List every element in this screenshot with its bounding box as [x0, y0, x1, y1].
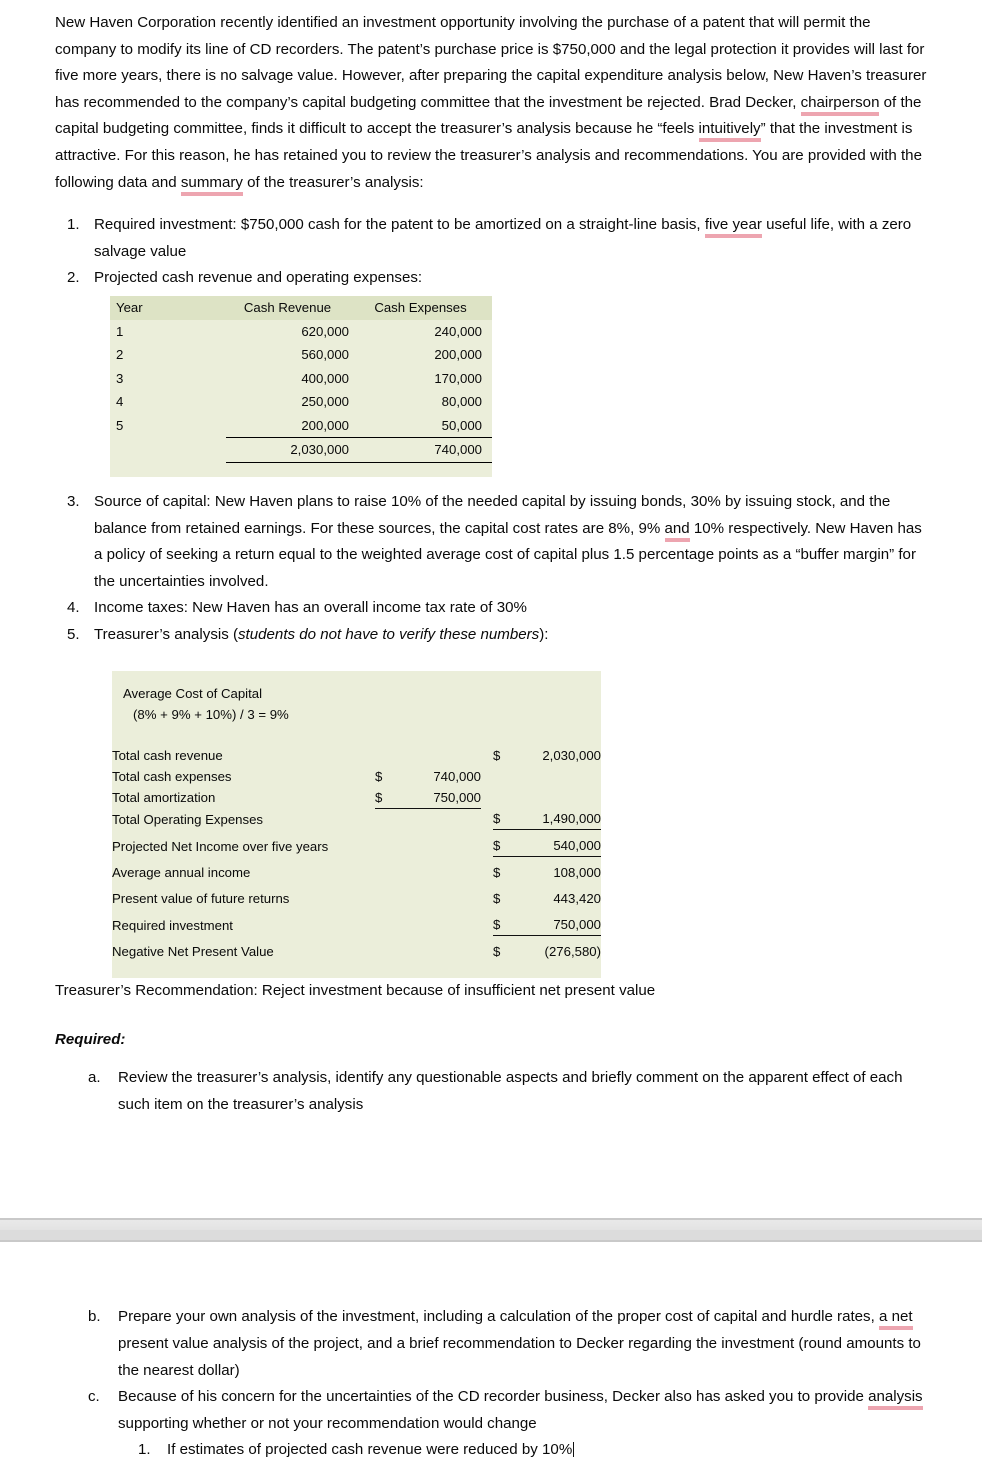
row-gap	[481, 745, 493, 766]
row-dollar-col2	[493, 787, 515, 809]
row-value-col2: 108,000	[553, 865, 601, 880]
data-list-continued	[55, 489, 934, 649]
item3-pre: Source of capital: New Haven plans to raise 10% of the needed capital by issuing bonds, 30% by issuing stock, and the balance from retained earnings. For these sources, the capital cost rates are 8%, 9%	[94, 492, 891, 537]
row-value-col1	[397, 936, 481, 963]
analysis-row-negative-npv	[112, 936, 601, 963]
col-header-cash-revenue: Cash Revenue	[226, 296, 359, 320]
row-gap	[481, 883, 493, 909]
list-item-5-text	[94, 622, 934, 649]
required-list-page-one	[55, 1065, 934, 1118]
table-row	[110, 343, 492, 367]
row-gap	[481, 808, 493, 830]
row-label: Present value of future returns	[112, 891, 290, 906]
required-item-b	[55, 1304, 934, 1384]
required-marker-c: c.	[88, 1388, 100, 1406]
analysis-heading	[112, 683, 601, 725]
list-marker-3: 3.	[67, 492, 80, 510]
cell-year: 1	[116, 323, 124, 339]
item5-pre: Treasurer’s analysis (	[94, 625, 238, 643]
row-dollar-col1	[375, 808, 397, 830]
treasurer-analysis-table	[112, 671, 601, 979]
required-item-a	[55, 1065, 934, 1118]
table-total-row	[110, 438, 492, 463]
row-dollar-col1	[375, 909, 397, 936]
required-marker-a: a.	[88, 1069, 101, 1087]
list-item-1	[55, 212, 934, 265]
row-dollar-col1	[375, 936, 397, 963]
page-break-separator	[0, 1218, 982, 1244]
col-header-year: Year	[110, 296, 226, 320]
cell-year: 2	[116, 347, 124, 363]
row-value-col1: 740,000	[433, 768, 481, 784]
cell-revenue: 560,000	[301, 347, 349, 363]
highlight-summary: summary	[181, 174, 243, 196]
row-dollar-col2: $	[493, 808, 515, 830]
row-value-col1: 750,000	[397, 787, 481, 809]
cash-table-body	[110, 320, 492, 467]
cell-year: 3	[116, 370, 124, 386]
row-label: Projected Net Income over five years	[112, 838, 329, 854]
row-dollar-col1: $	[375, 768, 383, 784]
intro-text-part-4: of the treasurer’s analysis:	[242, 173, 424, 191]
list-item-4-text: Income taxes: New Haven has an overall income tax rate of 30%	[94, 599, 527, 617]
item1-pre: Required investment: $750,000 cash for the patent to be amortized on a straight-line basis,	[94, 216, 705, 234]
cash-flow-table	[110, 296, 492, 467]
list-marker-1: 1.	[67, 216, 80, 234]
col-header-cash-expenses: Cash Expenses	[359, 296, 492, 320]
row-value-col2: 750,000	[515, 909, 601, 936]
itemb-post: present value analysis of the project, and a brief recommendation to Decker regarding the investment (round amounts to the nearest dollar)	[118, 1334, 921, 1379]
intro-text-part-1: New Haven Corporation recently identified an investment opportunity involving the purchase of a patent that will permit the company to modify its line of CD recorders. The patent’s purchase price is $750,000 and the legal protection it provides will last for five more years, there is no salvage value. However, after preparing the capital expenditure analysis below, New Haven’s treasurer has recommended to the company’s capital budgeting committee that the investment be rejected. Brad Decker,	[55, 14, 927, 111]
required-marker-b: b.	[88, 1308, 101, 1326]
intro-paragraph	[55, 10, 934, 196]
cell-revenue: 250,000	[301, 394, 349, 410]
row-value-col2: 443,420	[553, 891, 601, 906]
list-marker-5: 5.	[67, 625, 80, 643]
treasurer-recommendation: Treasurer’s Recommendation: Reject investment because of insufficient net present value	[55, 982, 656, 999]
analysis-row-projected-net-income	[112, 830, 601, 857]
analysis-table-body	[112, 745, 601, 963]
table-row	[110, 367, 492, 391]
analysis-row-total-amortization	[112, 787, 601, 809]
intro-text-part-2: of the capital budgeting committee, finds it difficult to accept the treasurer’s analysis because he “feels	[55, 93, 922, 138]
page-two-content	[0, 1244, 982, 1464]
row-dollar-col1: $	[375, 787, 397, 809]
highlight-five-year: five year	[705, 216, 762, 238]
highlight-and: and	[665, 520, 690, 542]
highlight-intuitively: intuitively	[699, 120, 761, 142]
analysis-row-total-operating-expenses	[112, 808, 601, 830]
cell-revenue: 620,000	[301, 323, 349, 339]
row-value-col2: 1,490,000	[515, 808, 601, 830]
required-list-page-two	[55, 1304, 934, 1464]
data-list	[55, 212, 934, 292]
text-cursor-caret[interactable]	[573, 1442, 574, 1457]
cell-total-expenses: 740,000	[359, 438, 492, 463]
required-heading: Required:	[55, 1030, 126, 1048]
analysis-row-present-value-future-returns	[112, 883, 601, 909]
cash-table-head	[110, 296, 492, 320]
list-item-2	[55, 265, 934, 292]
row-dollar-col1	[375, 883, 397, 909]
row-label: Negative Net Present Value	[112, 944, 274, 959]
required-item-a-text: Review the treasurer’s analysis, identify any questionable aspects and briefly comment on the apparent effect of each such item on the treasurer’s analysis	[118, 1069, 903, 1113]
required-sub-marker-1: 1.	[138, 1441, 151, 1459]
list-item-2-text: Projected cash revenue and operating expenses:	[94, 269, 423, 287]
row-dollar-col2: $	[493, 865, 501, 880]
row-label: Required investment	[112, 917, 233, 933]
row-dollar-col2: $	[493, 830, 515, 857]
row-value-col2	[515, 787, 601, 809]
cell-revenue: 200,000	[301, 417, 349, 433]
row-dollar-col2: $	[493, 747, 501, 763]
row-value-col2: (276,580)	[544, 944, 601, 959]
cell-total-revenue: 2,030,000	[226, 438, 359, 463]
list-item-3-text	[94, 489, 934, 595]
analysis-row-required-investment	[112, 909, 601, 936]
row-dollar-col1	[375, 857, 397, 884]
cell-year: 5	[116, 418, 124, 434]
row-label: Total Operating Expenses	[112, 811, 264, 827]
list-item-4	[55, 595, 934, 622]
analysis-rows-table	[112, 745, 601, 963]
list-item-3	[55, 489, 934, 595]
row-value-col2	[515, 766, 601, 787]
cell-expenses: 200,000	[434, 347, 482, 363]
list-item-1-text	[94, 212, 934, 265]
analysis-row-total-cash-revenue	[112, 745, 601, 766]
row-dollar-col2: $	[493, 891, 501, 906]
list-marker-2: 2.	[67, 269, 80, 287]
analysis-heading-formula: (8% + 9% + 10%) / 3 = 9%	[133, 706, 289, 722]
required-item-b-text	[118, 1308, 921, 1378]
analysis-heading-title: Average Cost of Capital	[123, 685, 263, 701]
row-dollar-col1	[375, 745, 397, 766]
row-value-col1	[397, 830, 481, 857]
table-row	[110, 414, 492, 438]
cash-table-bottom-fill	[110, 467, 492, 477]
cell-expenses: 240,000	[434, 323, 482, 339]
cell-expenses: 50,000	[441, 417, 482, 433]
highlight-a-net: a net	[879, 1308, 913, 1330]
required-sub-list	[118, 1437, 934, 1464]
row-value-col1	[397, 745, 481, 766]
page-two-top-space	[55, 1254, 934, 1292]
intro-text-part-3: ” that the investment is attractive. For this reason, he has retained you to review the treasurer’s analysis and recommendations. You are provided with the following data and	[55, 120, 922, 191]
page-one-bottom-space	[55, 1118, 934, 1218]
cell-total-label	[110, 438, 226, 463]
highlight-analysis: analysis	[868, 1388, 923, 1410]
itemb-pre: Prepare your own analysis of the investment, including a calculation of the proper cost of capital and hurdle rates,	[118, 1308, 879, 1326]
row-value-col1	[397, 808, 481, 830]
analysis-row-total-cash-expenses	[112, 766, 601, 787]
table-row	[110, 390, 492, 414]
row-gap	[481, 936, 493, 963]
table-row	[110, 320, 492, 344]
required-sub-item-1	[118, 1437, 934, 1464]
row-dollar-col2	[493, 766, 515, 787]
cell-revenue: 400,000	[301, 370, 349, 386]
required-sub-item-1-text: If estimates of projected cash revenue were reduced by 10%	[167, 1441, 573, 1459]
analysis-spacer	[112, 725, 601, 745]
item5-italic: students do not have to verify these numbers	[238, 625, 540, 643]
cash-flow-table-wrapper	[110, 296, 492, 477]
itemc-post: supporting whether or not your recommendation would change	[118, 1414, 537, 1432]
row-gap	[481, 857, 493, 884]
row-value-col2: 2,030,000	[542, 747, 601, 763]
row-gap	[481, 909, 493, 936]
row-dollar-col1	[375, 830, 397, 857]
highlight-chairperson: chairperson	[801, 94, 880, 116]
required-item-c	[55, 1384, 934, 1464]
required-item-c-text	[118, 1388, 923, 1432]
itemc-pre: Because of his concern for the uncertainties of the CD recorder business, Decker also has asked you to provide	[118, 1388, 869, 1406]
list-marker-4: 4.	[67, 599, 80, 617]
row-gap	[481, 787, 493, 809]
item3-post: 10% respectively. New Haven has a policy of seeking a return equal to the weighted average cost of capital plus 1.5 percentage points as a “buffer margin” for the uncertainties involved.	[94, 519, 922, 590]
list-item-5	[55, 622, 934, 649]
row-label: Total amortization	[112, 790, 216, 805]
row-value-col1	[397, 909, 481, 936]
row-gap	[481, 766, 493, 787]
row-label: Total cash expenses	[112, 768, 232, 784]
analysis-row-average-annual-income	[112, 857, 601, 884]
row-value-col1	[397, 857, 481, 884]
cell-expenses: 80,000	[441, 394, 482, 410]
row-dollar-col2: $	[493, 944, 501, 959]
cell-year: 4	[116, 394, 124, 410]
row-label: Total cash revenue	[112, 747, 223, 763]
row-gap	[481, 830, 493, 857]
cell-expenses: 170,000	[434, 370, 482, 386]
item1-post: useful life, with a zero salvage value	[94, 216, 912, 260]
row-value-col2: 540,000	[515, 830, 601, 857]
cash-table-header-row	[110, 296, 492, 320]
row-dollar-col2: $	[493, 909, 515, 936]
row-value-col1	[397, 883, 481, 909]
item5-post: ):	[539, 625, 549, 643]
row-label: Average annual income	[112, 865, 251, 880]
